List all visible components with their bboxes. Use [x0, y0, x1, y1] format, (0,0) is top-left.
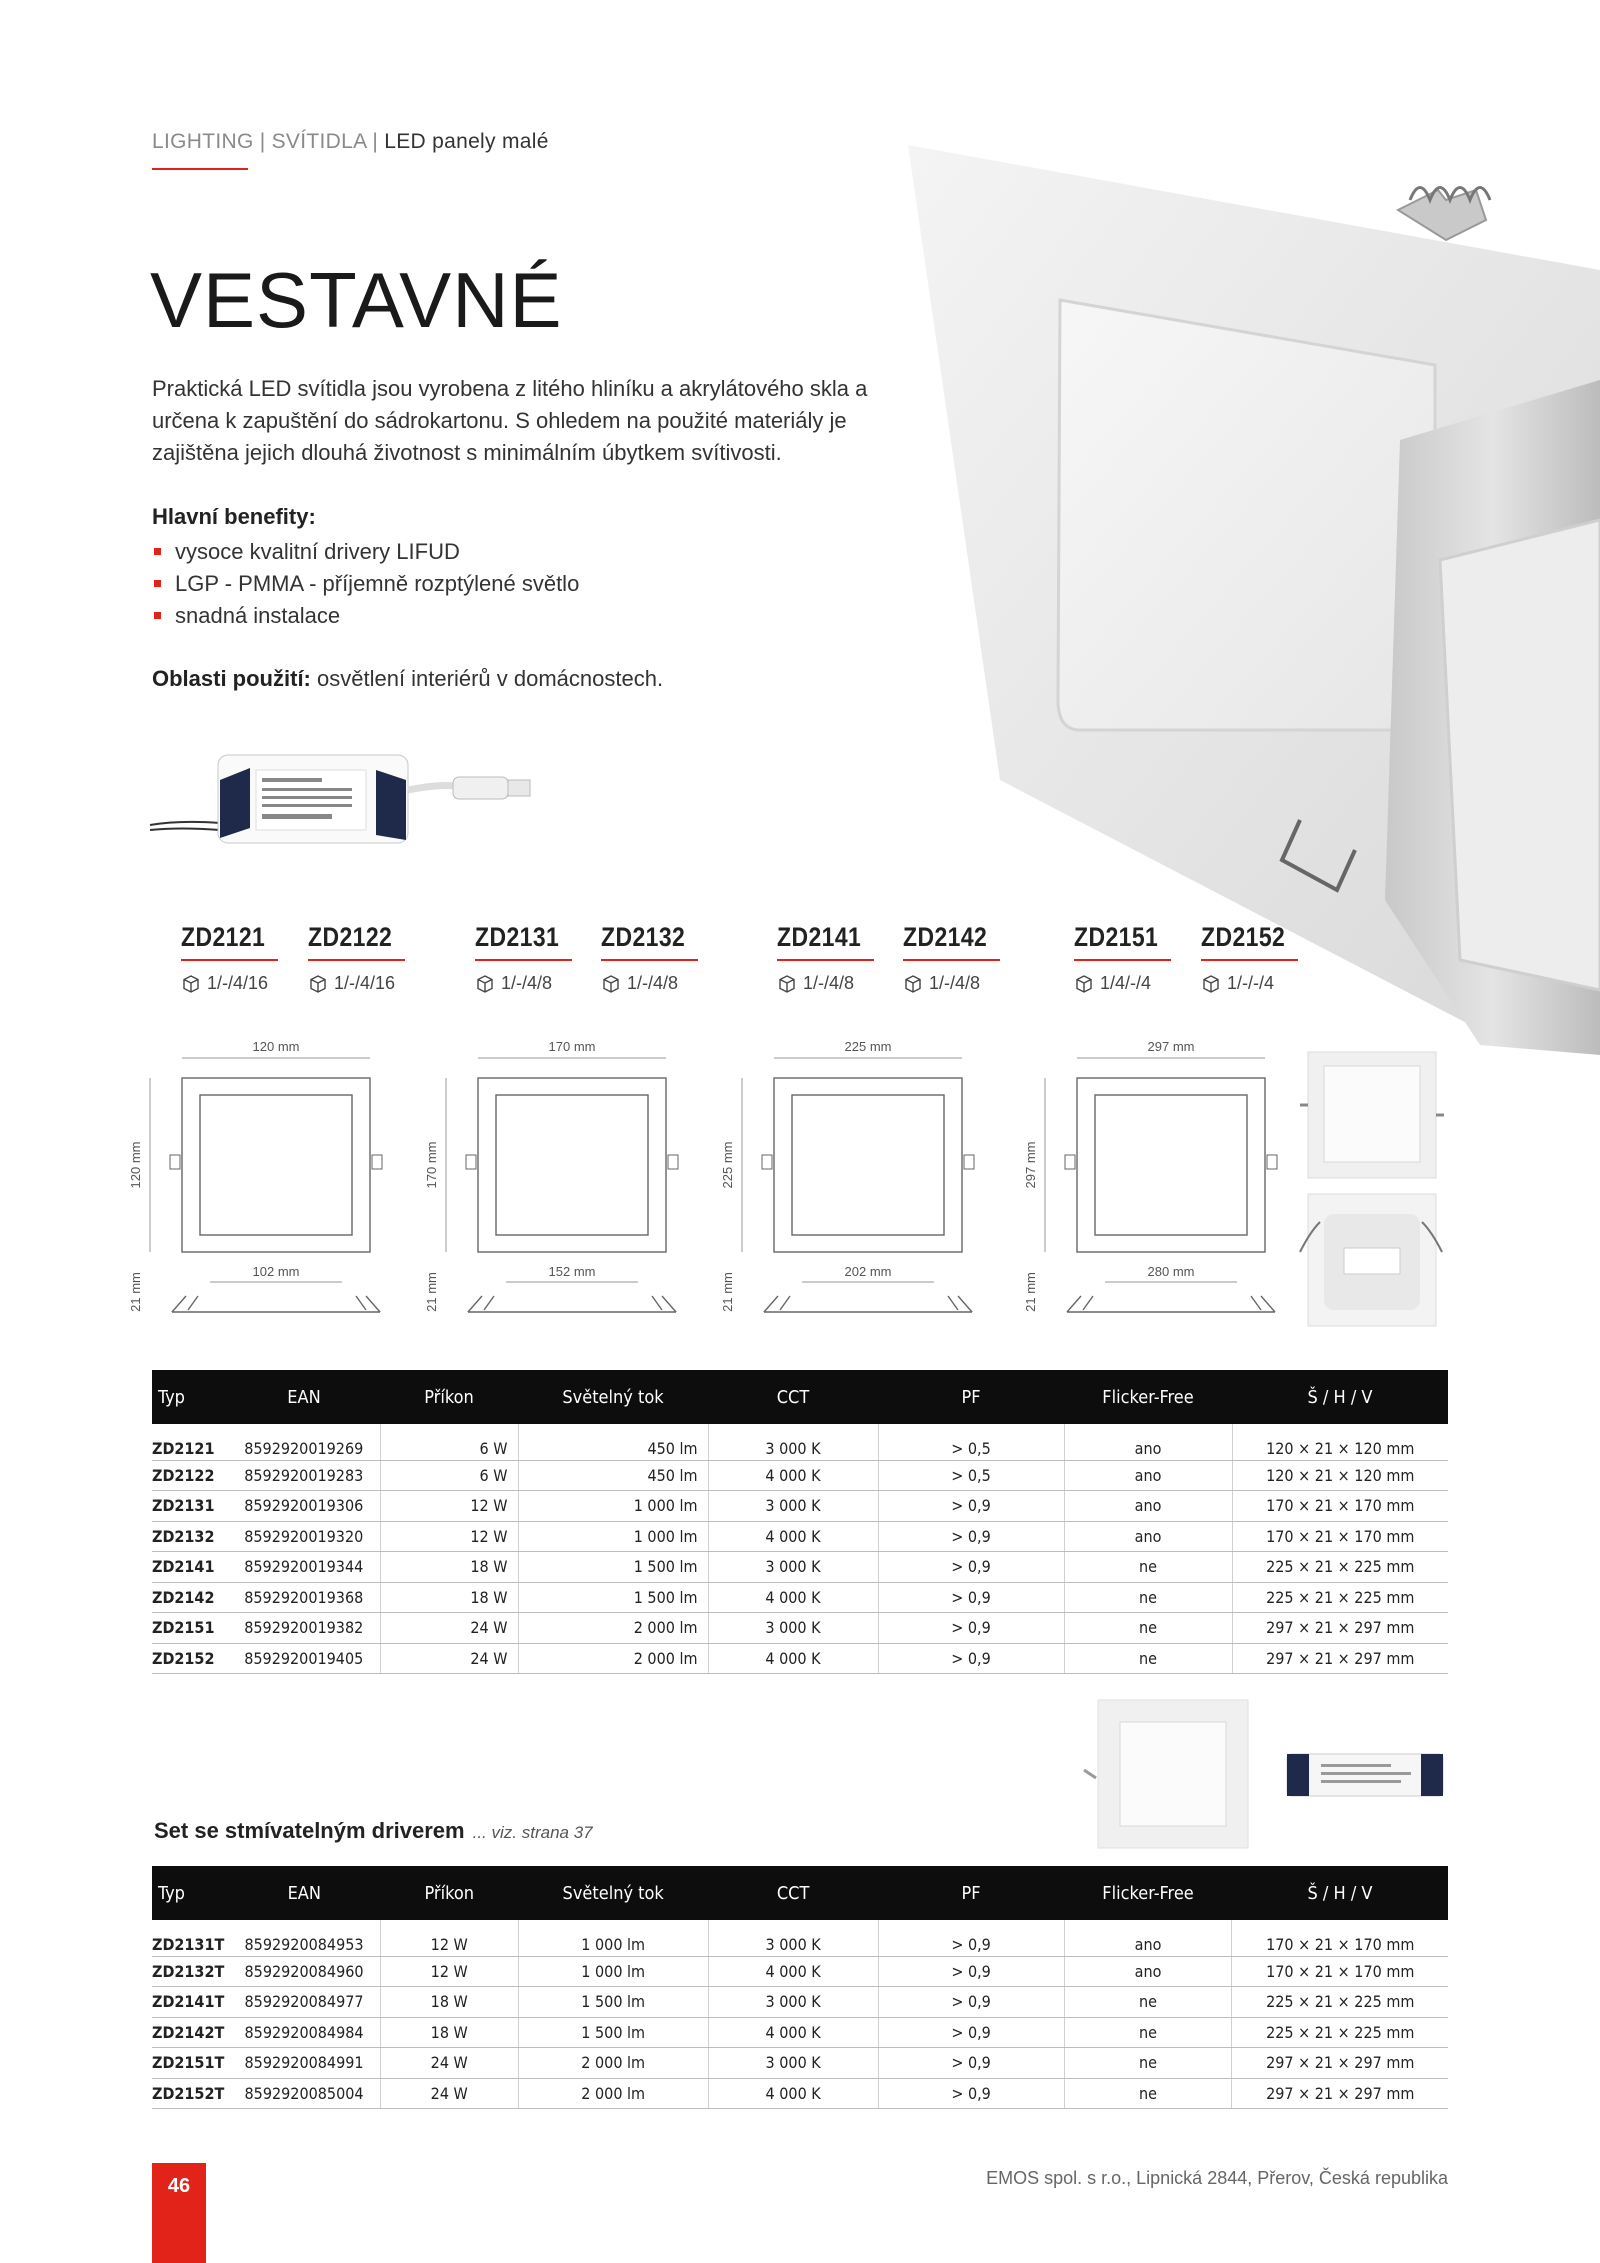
table-cell: 8592920019405: [228, 1643, 380, 1674]
svg-text:120 mm: 120 mm: [128, 1141, 143, 1189]
table-cell: 225 × 21 × 225 mm: [1232, 1552, 1448, 1583]
intro-paragraph: Praktická LED svítidla jsou vyrobena z litého hliníku a akrylátového skla a určena k zapuštění do sádrokartonu. S ohledem na použité materiály je zajištěna jejich dlouhá životnost s minimálním úbytkem svítivosti.: [152, 376, 868, 465]
table-row: [152, 1460, 1448, 1491]
table-header-row: Typ EAN Příkon Světelný tok CCT PF Flicker-Free Š / H / V: [152, 1370, 1448, 1424]
table-cell: 297 × 21 × 297 mm: [1232, 2048, 1448, 2079]
table-cell: 3 000 K: [708, 1920, 878, 1956]
model-zd2141: ZD2141 1/-/4/8: [777, 922, 876, 994]
drawing-170: [424, 1039, 678, 1312]
table-row: [152, 2017, 1448, 2048]
breadcrumb: LIGHTING | SVÍTIDLA | LED panely malé: [152, 130, 549, 153]
table-cell: ZD2131: [152, 1491, 228, 1522]
table-cell: ZD2122: [152, 1460, 228, 1491]
table-cell: 8592920019306: [228, 1491, 380, 1522]
table-cell: > 0,9: [878, 1956, 1064, 1987]
table-cell: 3 000 K: [708, 2048, 878, 2079]
table-cell: 12 W: [380, 1956, 518, 1987]
table-row: [152, 1987, 1448, 2018]
table-cell: 6 W: [380, 1460, 518, 1491]
table-cell: ZD2141: [152, 1552, 228, 1583]
table-cell: > 0,9: [878, 1491, 1064, 1522]
table-cell: ZD2131T: [152, 1920, 228, 1956]
table-cell: ZD2121: [152, 1424, 228, 1460]
table-cell: 225 × 21 × 225 mm: [1232, 1987, 1448, 2018]
table-cell: ZD2142: [152, 1582, 228, 1613]
table-cell: 2 000 lm: [518, 2048, 708, 2079]
package-icon: [1074, 974, 1094, 994]
table-cell: ano: [1064, 1460, 1232, 1491]
spec-table-dimmable: [152, 1866, 1448, 2109]
table-cell: ano: [1064, 1424, 1232, 1460]
table-cell: 297 × 21 × 297 mm: [1232, 2078, 1448, 2109]
table-cell: > 0,9: [878, 1920, 1064, 1956]
usage-line: [152, 666, 663, 692]
table-cell: ZD2132T: [152, 1956, 228, 1987]
usage-label: Oblasti použití:: [152, 666, 311, 691]
table-cell: 3 000 K: [708, 1491, 878, 1522]
table-cell: 8592920019269: [228, 1424, 380, 1460]
table-cell: ZD2151T: [152, 2048, 228, 2079]
breadcrumb-current: LED panely malé: [384, 130, 549, 153]
table-cell: 450 lm: [518, 1460, 708, 1491]
dimmable-set-panel-photo: [1082, 1698, 1252, 1850]
driver-photo: [148, 750, 548, 860]
table-cell: 170 × 21 × 170 mm: [1232, 1521, 1448, 1552]
table-cell: 1 500 lm: [518, 1552, 708, 1583]
breadcrumb-underline: [152, 168, 248, 170]
table-cell: 1 000 lm: [518, 1491, 708, 1522]
table-cell: 4 000 K: [708, 1460, 878, 1491]
spec-table: [152, 1370, 1448, 1674]
table-cell: 24 W: [380, 2048, 518, 2079]
table-cell: ZD2132: [152, 1521, 228, 1552]
table-cell: 1 500 lm: [518, 1987, 708, 2018]
table-cell: ano: [1064, 1521, 1232, 1552]
technical-drawings: [110, 1030, 1480, 1330]
table-cell: 4 000 K: [708, 1643, 878, 1674]
table-cell: 170 × 21 × 170 mm: [1232, 1491, 1448, 1522]
table-cell: ano: [1064, 1920, 1232, 1956]
table-cell: 1 500 lm: [518, 1582, 708, 1613]
table-cell: ZD2151: [152, 1613, 228, 1644]
table-cell: 170 × 21 × 170 mm: [1232, 1920, 1448, 1956]
table-cell: ZD2152T: [152, 2078, 228, 2109]
page-number: 46: [152, 2163, 206, 2263]
table-cell: ZD2152: [152, 1643, 228, 1674]
table-cell: ne: [1064, 2078, 1232, 2109]
table-cell: 8592920084991: [228, 2048, 380, 2079]
package-icon: [903, 974, 923, 994]
table-cell: 120 × 21 × 120 mm: [1232, 1460, 1448, 1491]
table-cell: 24 W: [380, 1643, 518, 1674]
table-cell: 297 × 21 × 297 mm: [1232, 1643, 1448, 1674]
table-cell: > 0,9: [878, 2048, 1064, 2079]
table-cell: > 0,9: [878, 2078, 1064, 2109]
table-cell: ne: [1064, 1552, 1232, 1583]
table-cell: 24 W: [380, 1613, 518, 1644]
table-cell: 225 × 21 × 225 mm: [1232, 2017, 1448, 2048]
table-row: [152, 1643, 1448, 1674]
page-title: VESTAVNÉ: [150, 256, 563, 344]
svg-text:21 mm: 21 mm: [1023, 1272, 1038, 1312]
table-row: [152, 1552, 1448, 1583]
table-cell: 4 000 K: [708, 1521, 878, 1552]
table-row: [152, 2048, 1448, 2079]
model-zd2131: ZD2131 1/-/4/8: [475, 922, 574, 994]
table-cell: ne: [1064, 1643, 1232, 1674]
svg-text:152 mm: 152 mm: [548, 1264, 596, 1279]
table-cell: 12 W: [380, 1920, 518, 1956]
package-icon: [475, 974, 495, 994]
table-cell: 4 000 K: [708, 2017, 878, 2048]
table-cell: > 0,9: [878, 2017, 1064, 2048]
table-cell: 3 000 K: [708, 1613, 878, 1644]
svg-text:280 mm: 280 mm: [1147, 1264, 1195, 1279]
table-cell: 8592920084977: [228, 1987, 380, 2018]
table-cell: 8592920084960: [228, 1956, 380, 1987]
footer-company: EMOS spol. s r.o., Lipnická 2844, Přerov, Česká republika: [986, 2168, 1448, 2188]
table-row: [152, 1613, 1448, 1644]
table-cell: 6 W: [380, 1424, 518, 1460]
model-zd2122: ZD2122 1/-/4/16: [308, 922, 407, 994]
table-cell: 18 W: [380, 1552, 518, 1583]
table-cell: ZD2141T: [152, 1987, 228, 2018]
table-cell: 8592920019344: [228, 1552, 380, 1583]
table-cell: 170 × 21 × 170 mm: [1232, 1956, 1448, 1987]
table-cell: ano: [1064, 1491, 1232, 1522]
table-cell: 8592920019368: [228, 1582, 380, 1613]
table-row: [152, 1424, 1448, 1460]
table-row: [152, 1920, 1448, 1956]
benefits-title: Hlavní benefity:: [152, 504, 316, 529]
table-cell: 1 000 lm: [518, 1920, 708, 1956]
table-cell: ne: [1064, 2017, 1232, 2048]
table-cell: 8592920019320: [228, 1521, 380, 1552]
table-cell: > 0,5: [878, 1424, 1064, 1460]
table-cell: 3 000 K: [708, 1552, 878, 1583]
svg-text:297 mm: 297 mm: [1023, 1141, 1038, 1189]
table-cell: 12 W: [380, 1521, 518, 1552]
table-row: [152, 1582, 1448, 1613]
table-cell: ne: [1064, 1582, 1232, 1613]
svg-text:297 mm: 297 mm: [1147, 1039, 1195, 1054]
table-cell: 8592920084984: [228, 2017, 380, 2048]
table-cell: 120 × 21 × 120 mm: [1232, 1424, 1448, 1460]
table-cell: 1 000 lm: [518, 1521, 708, 1552]
table-cell: 18 W: [380, 1987, 518, 2018]
model-zd2132: ZD2132 1/-/4/8: [601, 922, 700, 994]
package-icon: [777, 974, 797, 994]
usage-text: osvětlení interiérů v domácnostech.: [310, 666, 664, 691]
table-cell: 297 × 21 × 297 mm: [1232, 1613, 1448, 1644]
benefit-item: vysoce kvalitní drivery LIFUD: [152, 536, 579, 568]
drawing-225: [720, 1039, 974, 1312]
table-cell: > 0,9: [878, 1521, 1064, 1552]
table-cell: 3 000 K: [708, 1424, 878, 1460]
breadcrumb-svitidla[interactable]: SVÍTIDLA: [271, 130, 367, 153]
drawing-120: [128, 1039, 382, 1312]
breadcrumb-lighting[interactable]: LIGHTING: [152, 130, 254, 153]
table-cell: 2 000 lm: [518, 2078, 708, 2109]
table-cell: 8592920019382: [228, 1613, 380, 1644]
dimmable-driver-photo: [1285, 1750, 1445, 1800]
table-cell: 8592920019283: [228, 1460, 380, 1491]
drawing-297: [1023, 1039, 1277, 1312]
svg-text:21 mm: 21 mm: [424, 1272, 439, 1312]
svg-text:102 mm: 102 mm: [252, 1264, 300, 1279]
table-cell: > 0,9: [878, 1582, 1064, 1613]
package-icon: [308, 974, 328, 994]
table-cell: 8592920085004: [228, 2078, 380, 2109]
table-cell: 18 W: [380, 2017, 518, 2048]
svg-text:21 mm: 21 mm: [128, 1272, 143, 1312]
table-cell: 3 000 K: [708, 1987, 878, 2018]
page-reference-link[interactable]: ... viz. strana 37: [472, 1823, 593, 1842]
benefits-list: [152, 536, 579, 632]
table-cell: 1 000 lm: [518, 1956, 708, 1987]
table-cell: 2 000 lm: [518, 1643, 708, 1674]
table-row: [152, 2078, 1448, 2109]
table-cell: 225 × 21 × 225 mm: [1232, 1582, 1448, 1613]
table-cell: 1 500 lm: [518, 2017, 708, 2048]
table-cell: 24 W: [380, 2078, 518, 2109]
table-cell: 8592920084953: [228, 1920, 380, 1956]
table-cell: 450 lm: [518, 1424, 708, 1460]
svg-text:170 mm: 170 mm: [424, 1141, 439, 1189]
table-cell: ZD2142T: [152, 2017, 228, 2048]
table-cell: 12 W: [380, 1491, 518, 1522]
svg-text:120 mm: 120 mm: [252, 1039, 300, 1054]
table-cell: > 0,9: [878, 1552, 1064, 1583]
table-cell: 18 W: [380, 1582, 518, 1613]
table-cell: > 0,9: [878, 1643, 1064, 1674]
package-icon: [1201, 974, 1221, 994]
table-cell: 4 000 K: [708, 2078, 878, 2109]
table-row: [152, 1491, 1448, 1522]
table-cell: 4 000 K: [708, 1582, 878, 1613]
panel-front-thumbnail: [1296, 1050, 1446, 1180]
svg-text:225 mm: 225 mm: [720, 1141, 735, 1189]
svg-text:202 mm: 202 mm: [844, 1264, 892, 1279]
svg-text:170 mm: 170 mm: [548, 1039, 596, 1054]
table-row: [152, 1956, 1448, 1987]
package-icon: [601, 974, 621, 994]
table-cell: 4 000 K: [708, 1956, 878, 1987]
table-cell: ne: [1064, 2048, 1232, 2079]
model-zd2142: ZD2142 1/-/4/8: [903, 922, 1002, 994]
dimmable-set-title: Set se stmívatelným driverem ... viz. strana 37: [154, 1818, 593, 1843]
table-row: [152, 1521, 1448, 1552]
model-zd2121: ZD2121 1/-/4/16: [181, 922, 280, 994]
table-cell: > 0,9: [878, 1613, 1064, 1644]
table-cell: > 0,9: [878, 1987, 1064, 2018]
table-header-row: Typ EAN Příkon Světelný tok CCT PF Flicker-Free Š / H / V: [152, 1866, 1448, 1920]
package-icon: [181, 974, 201, 994]
table-cell: 2 000 lm: [518, 1613, 708, 1644]
svg-text:21 mm: 21 mm: [720, 1272, 735, 1312]
panel-back-thumbnail: [1296, 1192, 1446, 1330]
table-cell: ano: [1064, 1956, 1232, 1987]
table-cell: ne: [1064, 1987, 1232, 2018]
table-cell: ne: [1064, 1613, 1232, 1644]
svg-text:225 mm: 225 mm: [844, 1039, 892, 1054]
model-zd2152: ZD2152 1/-/-/4: [1201, 922, 1300, 994]
model-zd2151: ZD2151 1/4/-/4: [1074, 922, 1173, 994]
benefit-item: LGP - PMMA - příjemně rozptýlené světlo: [152, 568, 579, 600]
table-cell: > 0,5: [878, 1460, 1064, 1491]
benefit-item: snadná instalace: [152, 600, 579, 632]
